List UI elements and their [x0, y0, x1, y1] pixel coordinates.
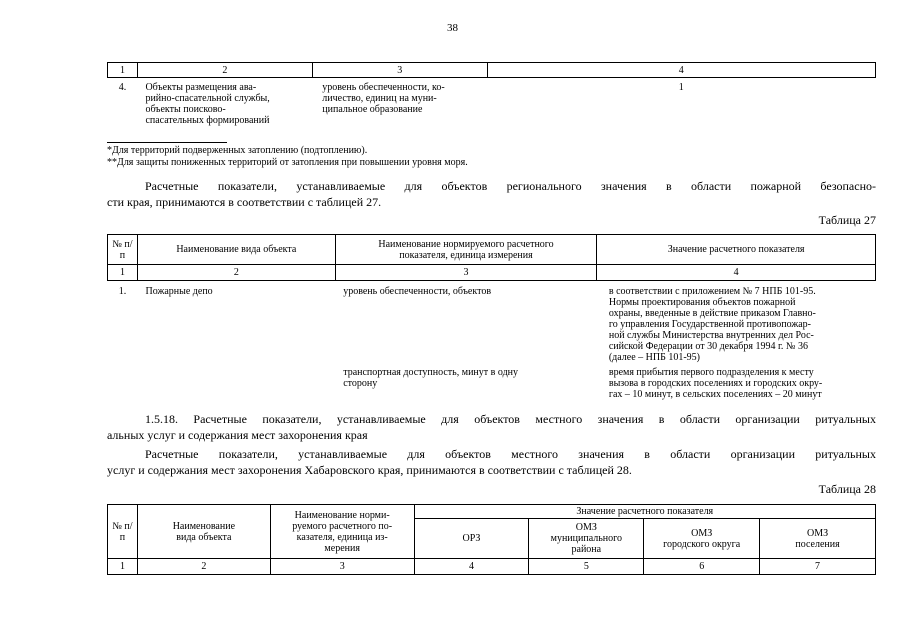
footnote-1: *Для территорий подверженных затоплению (подтоплению).: [107, 145, 368, 156]
row-number: 1.: [118, 286, 127, 297]
value-cell: 1: [678, 82, 684, 93]
text-line: муниципального: [550, 533, 622, 544]
text-line: объекты поисково-: [145, 104, 226, 115]
text-line: казателя, единица из-: [296, 531, 388, 543]
text-line: го управления Государственной противопожар-: [608, 319, 812, 330]
text-line: услуг и содержания мест захоронения Хабаровского края, принимаются в соответствии с таблицей 28.: [107, 463, 632, 477]
text-line: мерения: [324, 542, 360, 554]
text-line: сти края, принимаются в соответствии с таблицей 27.: [107, 195, 382, 209]
header-object-name: Наименование вида объекта: [137, 235, 335, 265]
text-line: Расчетные показатели, устанавливаемые для объектов местного значения в области организации ритуальных: [145, 447, 876, 461]
text-line: в соответствии с приложением № 7 НПБ 101-95.: [608, 286, 816, 297]
header-omz-settlement: [760, 519, 876, 559]
text-line: Наименование норми-: [294, 509, 390, 521]
value-cell: [597, 363, 876, 400]
col-number: 6: [644, 559, 760, 575]
header-indicator: [270, 505, 414, 559]
col-number: 3: [312, 63, 487, 78]
col-number: 3: [335, 265, 597, 281]
text-line: Нормы проектирования объектов пожарной: [608, 297, 796, 308]
text-line: транспортная доступность, минут в одну: [343, 367, 519, 378]
indicator-cell: [335, 363, 597, 400]
text-line: Расчетные показатели, устанавливаемые для объектов регионального значения в области пожарной безопасно-: [145, 179, 876, 193]
text-line: уровень обеспеченности, ко-: [322, 82, 445, 93]
text-line: время прибытия первого подразделения к месту: [608, 367, 814, 378]
header-row: [108, 235, 876, 265]
text-line: показателя, единица измерения: [399, 249, 533, 261]
text-line: вида объекта: [176, 531, 232, 543]
footnote-separator: [107, 142, 227, 143]
text-line: Наименование: [172, 520, 236, 532]
text-line: руемого расчетного по-: [292, 520, 393, 532]
header-row: [108, 505, 876, 519]
indicator-cell: [312, 78, 487, 131]
value-cell: [597, 281, 876, 364]
text-line: (далее – НПБ 101-95): [608, 352, 701, 363]
text-line: Наименование нормируемого расчетного: [378, 238, 554, 250]
footnote-2: **Для защиты пониженных территорий от затопления при повышении уровня моря.: [107, 157, 468, 168]
table-27-caption: Таблица 27: [818, 213, 876, 227]
col-number: 3: [270, 559, 414, 575]
col-number: 1: [108, 265, 138, 281]
text-line: поселения: [795, 538, 840, 550]
header-indicator: [335, 235, 597, 265]
object-name-cell: [137, 78, 312, 131]
indicator-cell: уровень обеспеченности, объектов: [343, 286, 492, 297]
header-omz-city-district: [644, 519, 760, 559]
text-line: ОМЗ: [691, 527, 713, 539]
column-number-row: [108, 559, 876, 575]
text-line: 1.5.18. Расчетные показатели, устанавливаемые для объектов местного значения в области организации ритуальных: [145, 412, 876, 426]
col-number: 1: [108, 63, 138, 78]
text-line: охраны, введенные в действие приказом Главно-: [608, 308, 816, 319]
header-omz-municipal-district: [529, 519, 644, 559]
header-object-name: [137, 505, 270, 559]
text-line: спасательных формирований: [145, 115, 270, 126]
col-number: 5: [529, 559, 644, 575]
paragraph-1-5-18: [107, 411, 876, 443]
col-number: 2: [137, 265, 335, 281]
table-row: [108, 78, 876, 131]
header-value: Значение расчетного показателя: [597, 235, 876, 265]
text-line: сторону: [343, 378, 378, 389]
text-line: личество, единиц на муни-: [322, 93, 437, 104]
table-28: [107, 504, 876, 575]
text-line: сийской Федерации от 30 декабря 1994 г. № 36: [608, 341, 808, 352]
header-orz: ОРЗ: [414, 519, 529, 559]
col-number: 7: [760, 559, 876, 575]
text-line: рийно-спасательной службы,: [145, 93, 270, 104]
header-num: № п/п: [108, 235, 138, 265]
text-line: района: [571, 544, 602, 555]
header-num: № п/п: [108, 505, 138, 559]
object-name-cell: Пожарные депо: [145, 286, 213, 297]
text-line: городского округа: [663, 538, 741, 550]
column-number-row: [108, 63, 876, 78]
table-28-caption: Таблица 28: [818, 482, 876, 496]
text-line: ной службы Министерства внутренних дел Рос-: [608, 330, 814, 341]
text-line: альных услуг и содержания мест захоронения края: [107, 428, 368, 442]
paragraph-ritual: [107, 446, 876, 478]
col-number: 4: [597, 265, 876, 281]
text-line: гах – 10 минут, в сельских поселениях – 20 минут: [608, 389, 822, 400]
column-number-row: [108, 265, 876, 281]
continued-table: [107, 62, 876, 130]
table-27: [107, 234, 876, 400]
page-number: 38: [447, 22, 458, 34]
row-number: 4.: [118, 82, 127, 93]
col-number: 2: [137, 559, 270, 575]
text-line: ципальное образование: [322, 104, 423, 115]
col-number: 1: [108, 559, 138, 575]
table-row: [108, 281, 876, 364]
text-line: Объекты размещения ава-: [145, 82, 257, 93]
col-number: 2: [137, 63, 312, 78]
text-line: вызова в городских поселениях и городских окру-: [608, 378, 823, 389]
col-number: 4: [487, 63, 875, 78]
col-number: 4: [414, 559, 529, 575]
header-value-group: Значение расчетного показателя: [414, 505, 875, 519]
paragraph-fire-safety: [107, 178, 876, 210]
text-line: ОМЗ: [575, 522, 597, 533]
text-line: ОМЗ: [806, 527, 829, 539]
